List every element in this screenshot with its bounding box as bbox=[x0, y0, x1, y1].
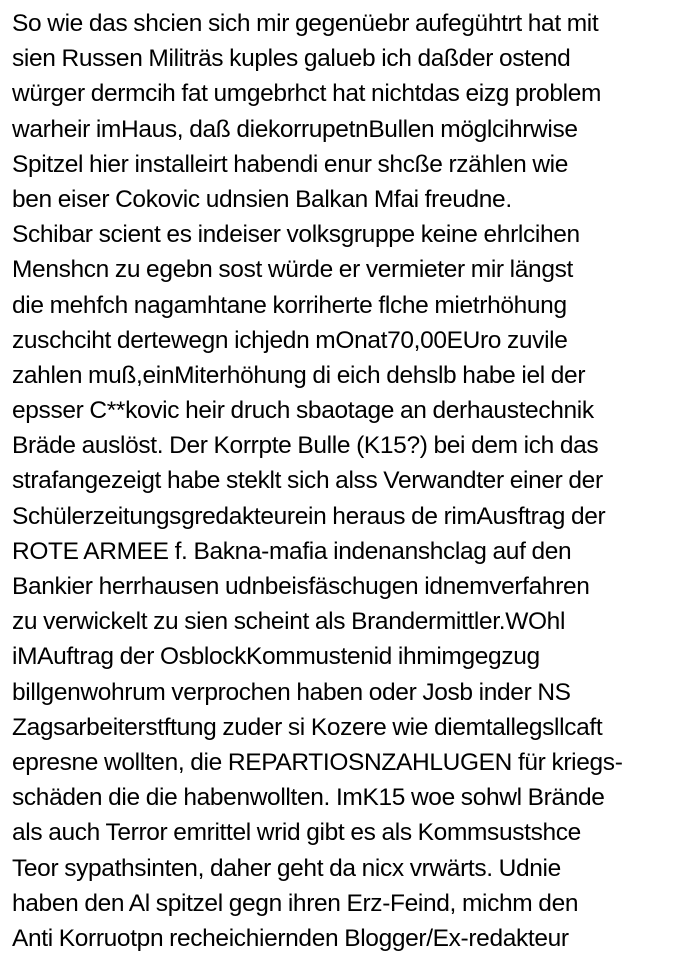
text-line: Schülerzeitungsgredakteurein heraus de rimAusftrag der bbox=[12, 502, 606, 530]
text-line: strafangezeigt habe steklt sich alss Verwandter einer der bbox=[12, 467, 603, 495]
text-line: zu verwickelt zu sien scheint als Brandermittler.WOhl bbox=[12, 608, 566, 636]
text-line: Menshcn zu egebn sost würde er vermieter mir längst bbox=[12, 256, 573, 284]
text-line: schäden die die habenwollten. ImK15 woe sohwl Brände bbox=[12, 784, 605, 812]
text-line: billgenwohrum verprochen haben oder Josb inder NS bbox=[12, 678, 571, 706]
text-line: Zagsarbeiterstftung zuder si Kozere wie diemtallegsllcaft bbox=[12, 713, 603, 741]
text-line: ROTE ARMEE f. Bakna-mafia indenanshclag auf den bbox=[12, 537, 572, 565]
text-line: Schibar scient es indeiser volksgruppe keine ehrlcihen bbox=[12, 221, 580, 249]
text-line: Spitzel hier installeirt habendi enur shcße rzählen wie bbox=[12, 150, 569, 178]
text-line: die mehfch nagamhtane korriherte flche mietrhöhung bbox=[12, 291, 567, 319]
text-line: Bräde auslöst. Der Korrpte Bulle (K15?) bei dem ich das bbox=[12, 432, 599, 460]
text-line: Bankier herrhausen udnbeisfäschugen idnemverfahren bbox=[12, 573, 590, 600]
text-line: Teor sypathsinten, daher geht da nicx vrwärts. Udnie bbox=[12, 854, 561, 882]
text-line: zahlen muß,einMiterhöhung di eich dehslb habe iel der bbox=[12, 361, 586, 389]
text-line: epsser C**kovic heir druch sbaotage an derhaustechnik bbox=[12, 397, 594, 425]
text-line: epresne wollten, die REPARTIOSNZAHLUGEN für kriegs- bbox=[12, 748, 623, 776]
text-line: sien Russen Militräs kuples galueb ich daßder ostend bbox=[12, 45, 571, 73]
text-line: haben den Al spitzel gegn ihren Erz-Feind, michm den bbox=[12, 889, 579, 917]
text-line: warheir imHaus, daß diekorrupetnBullen möglcihrwise bbox=[12, 115, 578, 143]
text-line: würger dermcih fat umgebrhct hat nichtdas eizg problem bbox=[12, 80, 602, 108]
text-line: iMAuftrag der OsblockKommustenid ihmimgegzug bbox=[12, 643, 540, 671]
text-line: So wie das shcien sich mir gegenüebr aufegühtrt hat mit bbox=[12, 10, 599, 37]
text-line: Anti Korruotpn recheichiernden Blogger/Ex-redakteur bbox=[12, 924, 569, 952]
body-text bbox=[12, 6, 680, 956]
text-line: als auch Terror emrittel wrid gibt es als Kommsustshce bbox=[12, 819, 581, 847]
text-line: zuschciht dertewegn ichjedn mOnat70,00EUro zuvile bbox=[12, 326, 568, 354]
text-line: ben eiser Cokovic udnsien Balkan Mfai freudne. bbox=[12, 185, 512, 213]
